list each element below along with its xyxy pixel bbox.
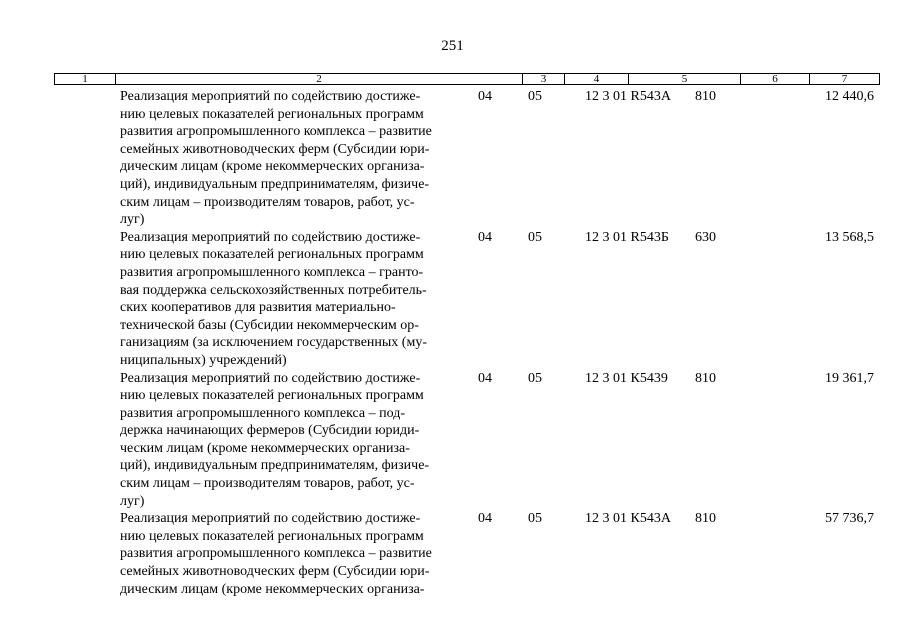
table-row [54,370,880,511]
description-line: нию целевых показателей региональных программ [120,528,424,544]
description-line: держка начинающих фермеров (Субсидии юриди- [120,423,420,439]
header-cell-2: 2 [116,74,523,84]
row-amount: 12 440,6 [825,89,874,104]
table-row [54,229,880,370]
description-line: Реализация мероприятий по содействию достиже- [120,511,421,527]
row-target-code: 12 3 01 К5439 [585,370,668,386]
row-amount: 57 736,7 [825,511,874,527]
table-row [54,88,880,229]
row-section: 04 [478,89,492,104]
description-line: ганизациям (за исключением государственных (му- [120,335,427,351]
row-target-code: 12 3 01 R543Б [585,229,669,245]
description-line: развития агропромышленного комплекса – развитие [120,124,432,140]
header-cell-3: 3 [523,74,565,84]
table-row [54,510,880,598]
header-cell-7: 7 [841,73,848,85]
description-line: ций), индивидуальным предпринимателям, физиче- [120,458,430,474]
row-description [120,229,476,370]
description-line: вая поддержка сельскохозяйственных потребитель- [120,282,427,298]
row-description [120,510,476,598]
description-line: развития агропромышленного комплекса – под- [120,405,406,421]
row-amount: 13 568,5 [825,229,874,245]
row-subsection: 05 [528,89,542,104]
description-line: луг) [120,493,145,509]
table-header-row [54,73,880,85]
row-subsection: 05 [528,511,542,527]
header-cell-6: 6 [741,74,810,84]
header-cell-4: 4 [565,74,629,84]
description-line: Реализация мероприятий по содействию достиже- [120,229,421,245]
description-line: развития агропромышленного комплекса – гранто- [120,264,424,280]
description-line: семейных животноводческих ферм (Субсидии юри- [120,564,430,580]
row-expense-type: 810 [695,511,716,527]
row-expense-type: 810 [695,370,716,386]
description-line: ниципальных) учреждений) [120,352,287,368]
description-line: дическим лицам (кроме некоммерческих организа- [120,159,425,175]
description-line: нию целевых показателей региональных программ [120,388,424,404]
row-section: 04 [478,370,492,386]
description-line: семейных животноводческих ферм (Субсидии юри- [120,141,430,157]
row-description [120,88,476,229]
row-target-code: 12 3 01 R543А [585,89,671,104]
description-line: ским лицам – производителям товаров, работ, ус- [120,194,415,210]
row-expense-type: 630 [695,229,716,245]
row-expense-type: 810 [695,89,716,104]
description-line: технической базы (Субсидии некоммерческим ор- [120,317,419,333]
header-cell-5: 5 [629,74,741,84]
row-subsection: 05 [528,370,542,386]
description-line: развития агропромышленного комплекса – развитие [120,546,432,562]
description-line: ческим лицам (кроме некоммерческих организа- [120,440,410,456]
description-line: нию целевых показателей региональных программ [120,106,424,122]
row-target-code: 12 3 01 К543А [585,511,671,527]
row-amount: 19 361,7 [825,370,874,386]
description-line: дическим лицам (кроме некоммерческих организа- [120,581,425,597]
table-body [54,88,880,598]
page-number: 251 [441,38,464,54]
row-description [120,370,476,511]
description-line: ских кооперативов для развития материально- [120,300,396,316]
description-line: нию целевых показателей региональных программ [120,247,424,263]
description-line: ским лицам – производителям товаров, работ, ус- [120,476,415,492]
description-line: луг) [120,212,145,228]
row-section: 04 [478,229,492,245]
header-cell-1: 1 [55,74,116,84]
description-line: Реализация мероприятий по содействию достиже- [120,370,421,386]
description-line: Реализация мероприятий по содействию достиже- [120,89,421,104]
row-section: 04 [478,511,492,527]
description-line: ций), индивидуальным предпринимателям, физиче- [120,176,430,192]
row-subsection: 05 [528,229,542,245]
